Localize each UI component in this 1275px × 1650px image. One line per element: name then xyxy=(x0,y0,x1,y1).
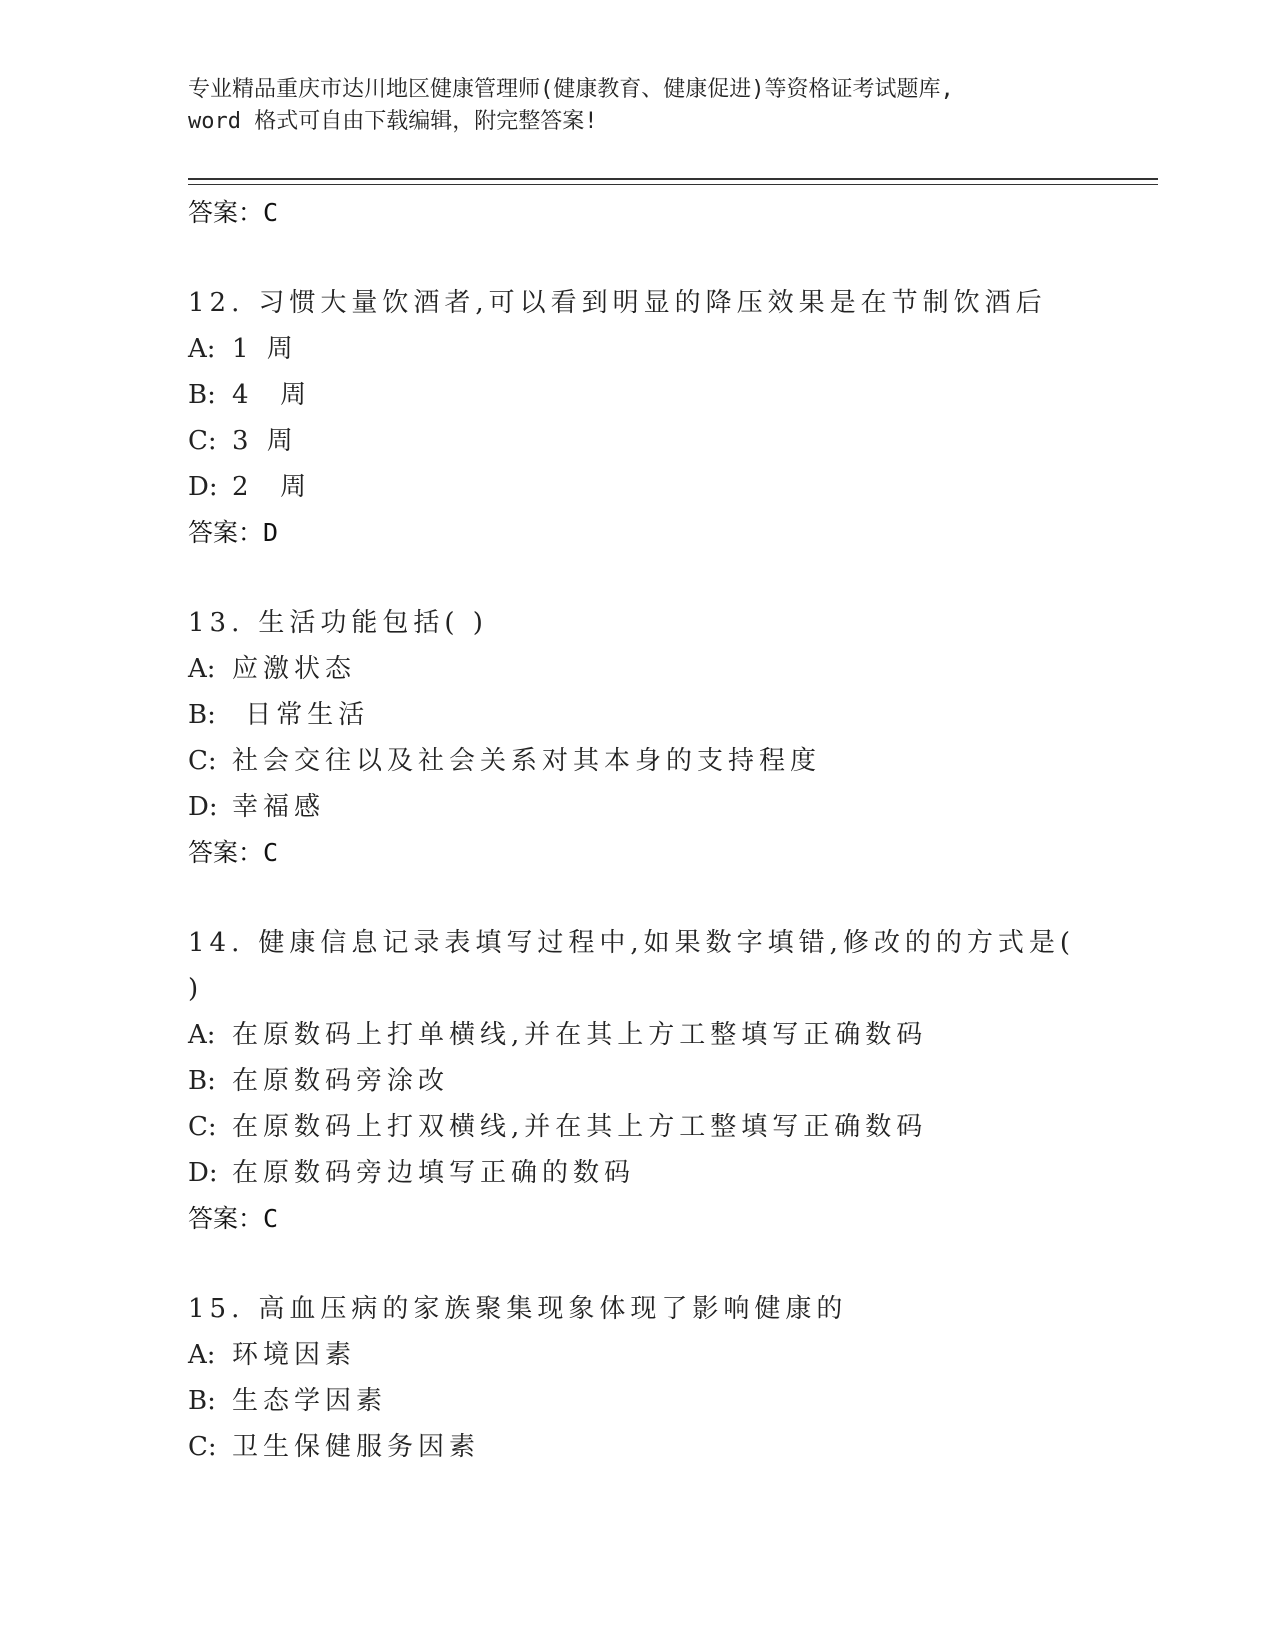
option-item xyxy=(188,326,1188,372)
option-text: 4 周 xyxy=(232,380,312,410)
option-label: B: xyxy=(188,700,216,730)
option-text: 环境因素 xyxy=(232,1340,357,1370)
question-item xyxy=(188,280,1188,556)
option-text: 在原数码上打双横线,并在其上方工整填写正确数码 xyxy=(232,1112,928,1142)
question-stem xyxy=(188,920,1188,1012)
question-number: 14. xyxy=(188,928,245,958)
option-label: A: xyxy=(188,1020,216,1050)
question-stem xyxy=(188,1286,1188,1332)
option-label: C: xyxy=(188,1112,217,1142)
option-label: B: xyxy=(188,380,216,410)
option-label: B: xyxy=(188,1386,216,1416)
option-item xyxy=(188,692,1188,738)
option-text: 幸福感 xyxy=(232,792,326,822)
question-item xyxy=(188,1286,1188,1470)
option-label: D: xyxy=(188,792,218,822)
option-text: 卫生保健服务因素 xyxy=(232,1432,481,1462)
header-rule-thin xyxy=(188,184,1158,185)
option-text: 生态学因素 xyxy=(232,1386,388,1416)
option-item xyxy=(188,1150,1188,1196)
question-text: 高血压病的家族聚集现象体现了影响健康的 xyxy=(258,1294,848,1324)
option-label: D: xyxy=(188,1158,218,1188)
answer-label: 答案： xyxy=(188,198,264,227)
option-label: D: xyxy=(188,472,218,502)
option-item xyxy=(188,372,1188,418)
question-stem xyxy=(188,280,1188,326)
option-item xyxy=(188,1332,1188,1378)
questions-container xyxy=(188,280,1188,1470)
option-text: 在原数码旁边填写正确的数码 xyxy=(232,1158,636,1188)
option-item xyxy=(188,738,1188,784)
answer-line xyxy=(188,1196,1188,1242)
question-stem xyxy=(188,600,1188,646)
option-text: 2 周 xyxy=(232,472,312,502)
answer-line xyxy=(188,510,1188,556)
option-item xyxy=(188,646,1188,692)
option-label: A: xyxy=(188,654,216,684)
question-text: 生活功能包括( ) xyxy=(258,608,488,638)
option-label: C: xyxy=(188,1432,217,1462)
question-text-continued: ) xyxy=(188,974,204,1004)
option-item xyxy=(188,1058,1188,1104)
option-label: A: xyxy=(188,334,216,364)
option-label: B: xyxy=(188,1066,216,1096)
header-line-1: 专业精品重庆市达川地区健康管理师(健康教育、健康促进)等资格证考试题库, xyxy=(188,77,954,102)
question-number: 12. xyxy=(188,288,245,318)
option-item xyxy=(188,1378,1188,1424)
answer-label: 答案： xyxy=(188,1204,264,1233)
option-text: 应激状态 xyxy=(232,654,357,684)
question-number: 15. xyxy=(188,1294,245,1324)
answer-value: C xyxy=(263,838,279,867)
option-text: 在原数码上打单横线,并在其上方工整填写正确数码 xyxy=(232,1020,928,1050)
answer-label: 答案： xyxy=(188,518,264,547)
option-text: 3 周 xyxy=(232,426,298,456)
question-list xyxy=(188,190,1188,1470)
question-text: 习惯大量饮酒者,可以看到明显的降压效果是在节制饮酒后 xyxy=(258,288,1047,318)
answer-value: D xyxy=(263,518,279,547)
option-label: A: xyxy=(188,1340,216,1370)
question-text: 健康信息记录表填写过程中,如果数字填错,修改的的方式是( xyxy=(258,928,1076,958)
option-label: C: xyxy=(188,426,217,456)
option-item xyxy=(188,464,1188,510)
option-label: C: xyxy=(188,746,217,776)
option-item xyxy=(188,784,1188,830)
question-number: 13. xyxy=(188,608,245,638)
option-item xyxy=(188,1104,1188,1150)
header-rule-thick xyxy=(188,178,1158,180)
answer-value: C xyxy=(263,198,279,227)
answer-label: 答案： xyxy=(188,838,264,867)
answer-line xyxy=(188,190,1188,236)
option-text: 日常生活 xyxy=(232,700,370,730)
option-text: 1 周 xyxy=(232,334,298,364)
option-item xyxy=(188,1424,1188,1470)
answer-value: C xyxy=(263,1204,279,1233)
question-item xyxy=(188,600,1188,876)
option-item xyxy=(188,1012,1188,1058)
answer-line xyxy=(188,830,1188,876)
question-item xyxy=(188,920,1188,1242)
header-line-2: word 格式可自由下载编辑，附完整答案! xyxy=(188,109,598,134)
document-header xyxy=(188,74,1118,138)
option-text: 社会交往以及社会关系对其本身的支持程度 xyxy=(232,746,822,776)
option-item xyxy=(188,418,1188,464)
option-text: 在原数码旁涂改 xyxy=(232,1066,450,1096)
